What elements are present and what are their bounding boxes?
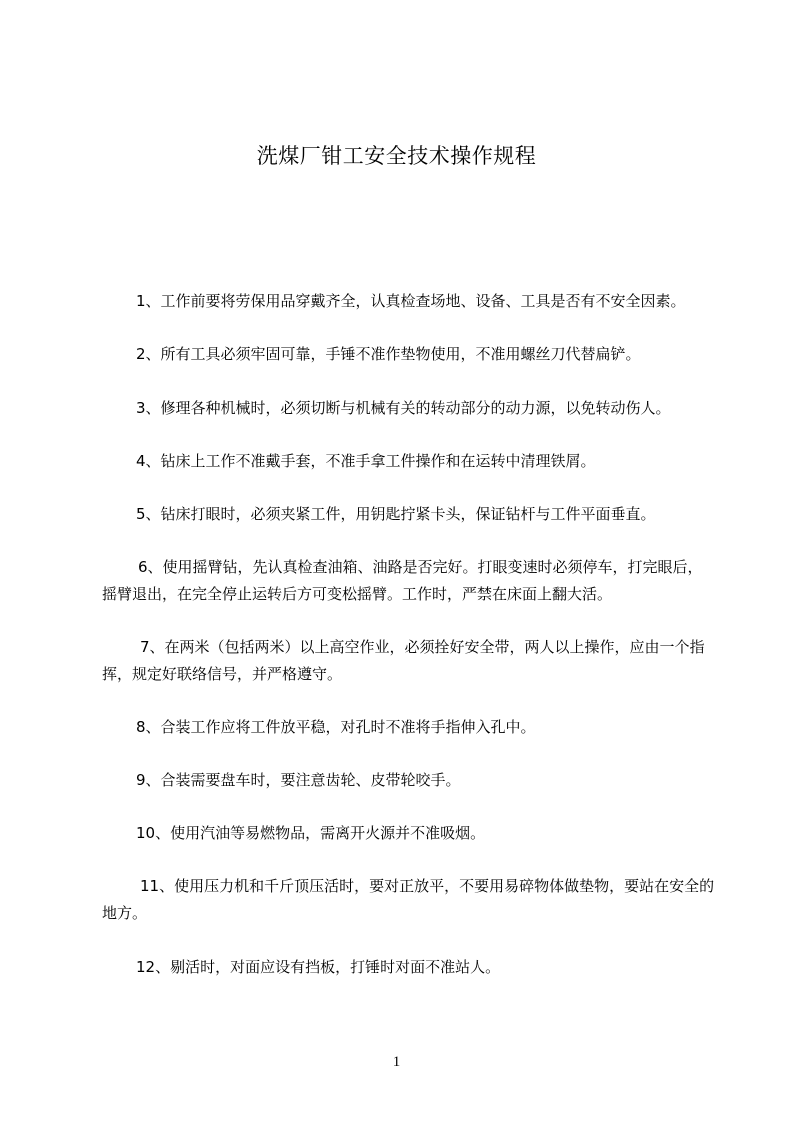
rule-item-2: 2、所有工具必须牢固可靠，手锤不准作垫物使用，不准用螺丝刀代替扁铲。 xyxy=(136,345,641,363)
rule-item-8: 8、合装工作应将工件放平稳，对孔时不准将手指伸入孔中。 xyxy=(136,718,536,736)
rule-item-6: 6、使用摇臂钻，先认真检查油箱、油路是否完好。打眼变速时必须停车，打完眼后，摇臂退出，在完全停止运转后方可变松摇臂。工作时，严禁在床面上翻大活。 xyxy=(102,558,703,603)
rule-item-11: 11、使用压力机和千斤顶压活时，要对正放平，不要用易碎物体做垫物，要站在安全的地方。 xyxy=(102,877,715,922)
rule-item-7: 7、在两米（包括两米）以上高空作业，必须拴好安全带，两人以上操作，应由一个指挥，规定好联络信号，并严格遵守。 xyxy=(102,638,705,683)
rule-item-10: 10、使用汽油等易燃物品，需离开火源并不准吸烟。 xyxy=(136,824,486,842)
rule-item-3: 3、修理各种机械时，必须切断与机械有关的转动部分的动力源，以免转动伤人。 xyxy=(136,399,671,417)
page-number: 1 xyxy=(392,1054,401,1070)
rule-item-4: 4、钻床上工作不准戴手套，不准手拿工件操作和在运转中清理铁屑。 xyxy=(136,452,596,470)
rule-item-1: 1、工作前要将劳保用品穿戴齐全，认真检查场地、设备、工具是否有不安全因素。 xyxy=(136,292,686,310)
document-title: 洗煤厂钳工安全技术操作规程 xyxy=(256,144,537,168)
rule-item-5: 5、钻床打眼时，必须夹紧工件，用钥匙拧紧卡头，保证钻杆与工件平面垂直。 xyxy=(136,505,656,523)
rule-item-9: 9、合装需要盘车时，要注意齿轮、皮带轮咬手。 xyxy=(136,771,461,789)
rule-item-12: 12、剔活时，对面应设有挡板，打锤时对面不准站人。 xyxy=(136,958,501,976)
